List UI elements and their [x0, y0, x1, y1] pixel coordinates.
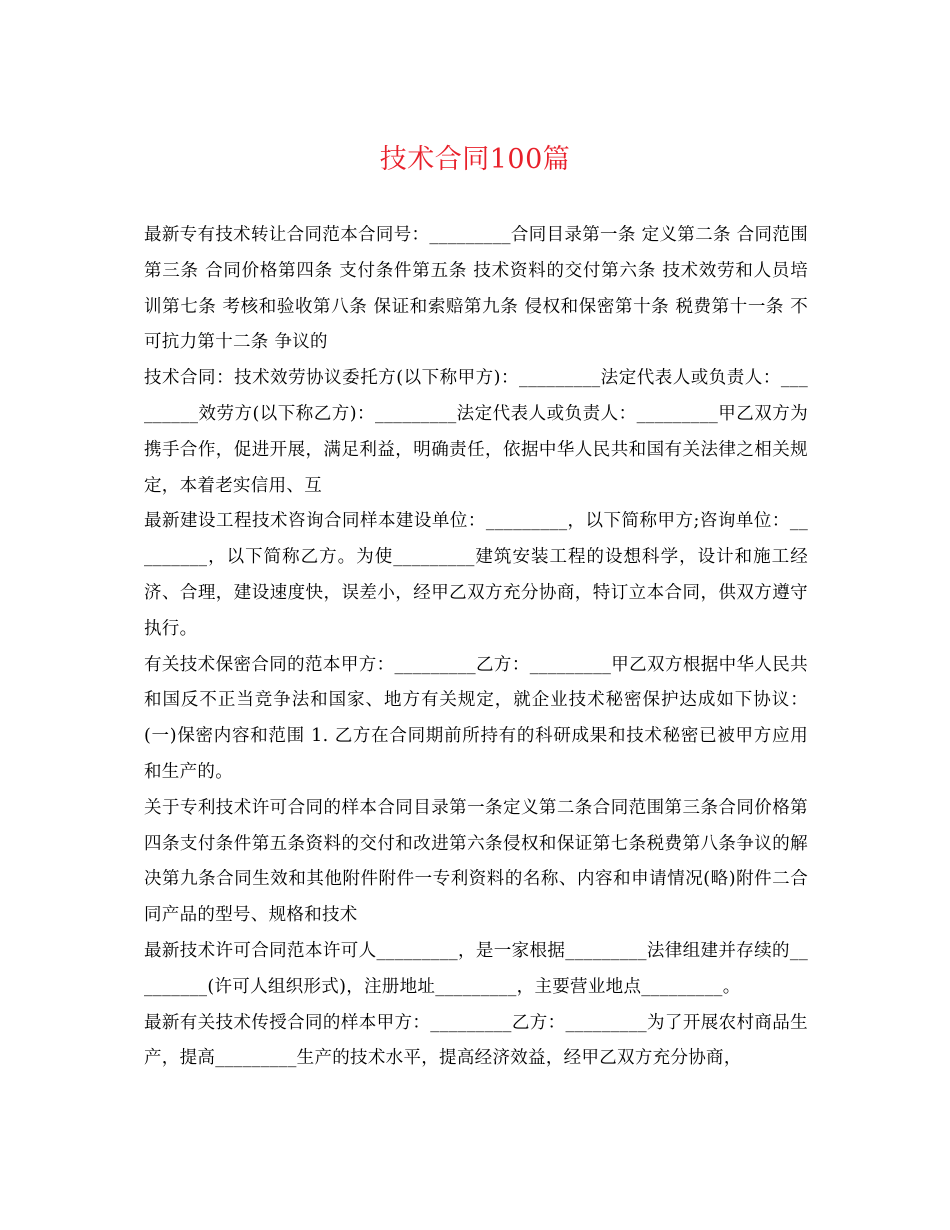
- paragraph-technology-teaching: 最新有关技术传授合同的样本甲方：_________乙方：_________为了开展农村商品生产，提高_________生产的技术水平，提高经济效益，经甲乙双方充分协商，: [144, 1012, 808, 1069]
- paragraph-technical-service: 技术合同：技术效劳协议委托方(以下称甲方)：_________法定代表人或负责人：_________效劳方(以下称乙方)：_________法定代表人或负责人：_________甲乙双方为携手合作，促进开展，满足利益，明确责任，依据中华人民共和国有关法律之相关规定，本着老实信用、互: [144, 368, 808, 496]
- paragraph-patent-license: 关于专利技术许可合同的样本合同目录第一条定义第二条合同范围第三条合同价格第四条支付条件第五条资料的交付和改进第六条侵权和保证第七条税费第八条争议的解决第九条合同生效和其他附件附件一专利资料的名称、内容和申请情况(略)附件二合同产品的型号、规格和技术: [144, 797, 808, 926]
- document-body: [144, 218, 808, 1077]
- document-title: 技术合同100篇: [379, 144, 571, 175]
- paragraph-technology-transfer: 最新专有技术转让合同范本合同号：_________合同目录第一条 定义第二条 合同范围第三条 合同价格第四条 支付条件第五条 技术资料的交付第六条 技术效劳和人员培训第七条 考核和验收第八条 保证和索赔第九条 侵权和保密第十条 税费第十一条 不可抗力第十二条 争议的: [144, 225, 808, 353]
- paragraph-construction-consulting: 最新建设工程技术咨询合同样本建设单位：_________，以下简称甲方;咨询单位：_________，以下简称乙方。为使_________建筑安装工程的设想科学，设计和施工经济、合理，建设速度快，误差小，经甲乙双方充分协商，特订立本合同，供双方遵守执行。: [144, 511, 808, 639]
- paragraph-technology-license: 最新技术许可合同范本许可人_________，是一家根据_________法律组建并存续的_________(许可人组织形式)，注册地址_________，主要营业地点_________。: [144, 940, 808, 997]
- paragraph-confidentiality: 有关技术保密合同的范本甲方：_________乙方：_________甲乙双方根据中华人民共和国反不正当竞争法和国家、地方有关规定，就企业技术秘密保护达成如下协议：(一)保密内容和范围 1. 乙方在合同期前所持有的科研成果和技术秘密已被甲方应用和生产的。: [144, 654, 808, 782]
